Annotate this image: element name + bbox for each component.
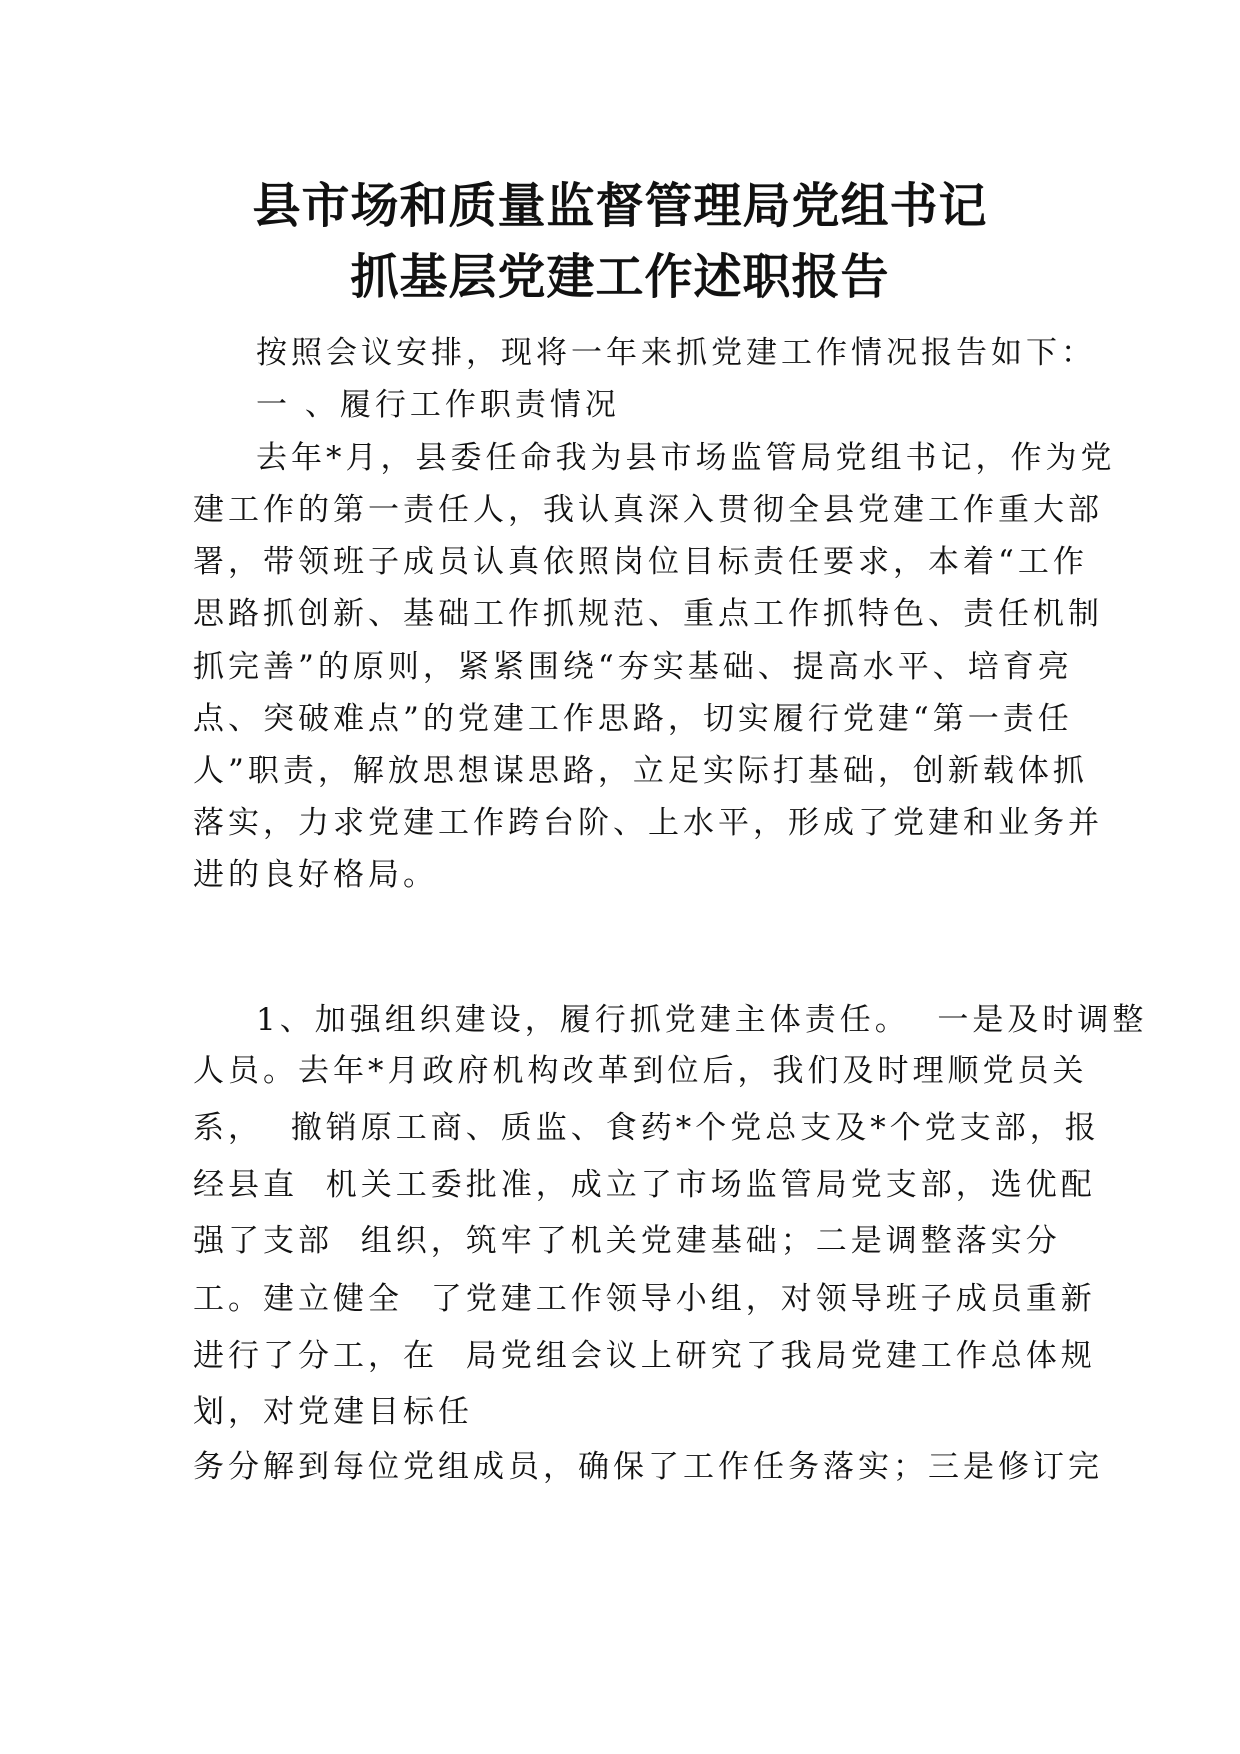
section-heading: 一 、履行工作职责情况 (256, 387, 620, 423)
paragraph-line: 落实，力求党建工作跨台阶、上水平，形成了党建和业务并 (193, 805, 1103, 841)
intro-paragraph: 按照会议安排，现将一年来抓党建工作情况报告如下： (256, 335, 1096, 371)
paragraph-line: 务分解到每位党组成员，确保了工作任务落实；三是修订完 (193, 1449, 1103, 1485)
paragraph-line: 人员。去年*月政府机构改革到位后，我们及时理顺党员关 (193, 1053, 1088, 1089)
document-title-line-1: 县市场和质量监督管理局党组书记 (252, 178, 988, 234)
paragraph-line: 建工作的第一责任人，我认真深入贯彻全县党建工作重大部 (193, 492, 1103, 528)
paragraph-line: 人”职责，解放思想谋思路，立足实际打基础，创新载体抓 (193, 753, 1088, 789)
paragraph-line: 1、加强组织建设，履行抓党建主体责任。 一是及时调整 (256, 1002, 1148, 1038)
paragraph-line: 强了支部 组织，筑牢了机关党建基础；二是调整落实分 (193, 1223, 1061, 1259)
paragraph-line: 工。建立健全 了党建工作领导小组，对领导班子成员重新 (193, 1281, 1096, 1317)
paragraph-line: 点、突破难点”的党建工作思路，切实履行党建“第一责任 (193, 701, 1073, 737)
paragraph-line: 思路抓创新、基础工作抓规范、重点工作抓特色、责任机制 (193, 596, 1103, 632)
paragraph-line: 去年*月，县委任命我为县市场监管局党组书记，作为党 (256, 440, 1116, 476)
paragraph-line: 抓完善”的原则，紧紧围绕“夯实基础、提高水平、培育亮 (193, 649, 1073, 685)
document-title-line-2: 抓基层党建工作述职报告 (350, 249, 890, 305)
paragraph-line: 经县直 机关工委批准，成立了市场监管局党支部，选优配 (193, 1167, 1096, 1203)
paragraph-line: 进的良好格局。 (193, 857, 438, 893)
paragraph-line: 系， 撤销原工商、质监、食药*个党总支及*个党支部，报 (193, 1110, 1100, 1146)
paragraph-line: 署，带领班子成员认真依照岗位目标责任要求，本着“工作 (193, 544, 1088, 580)
paragraph-line: 划，对党建目标任 (193, 1394, 473, 1430)
paragraph-line: 进行了分工，在 局党组会议上研究了我局党建工作总体规 (193, 1338, 1096, 1374)
